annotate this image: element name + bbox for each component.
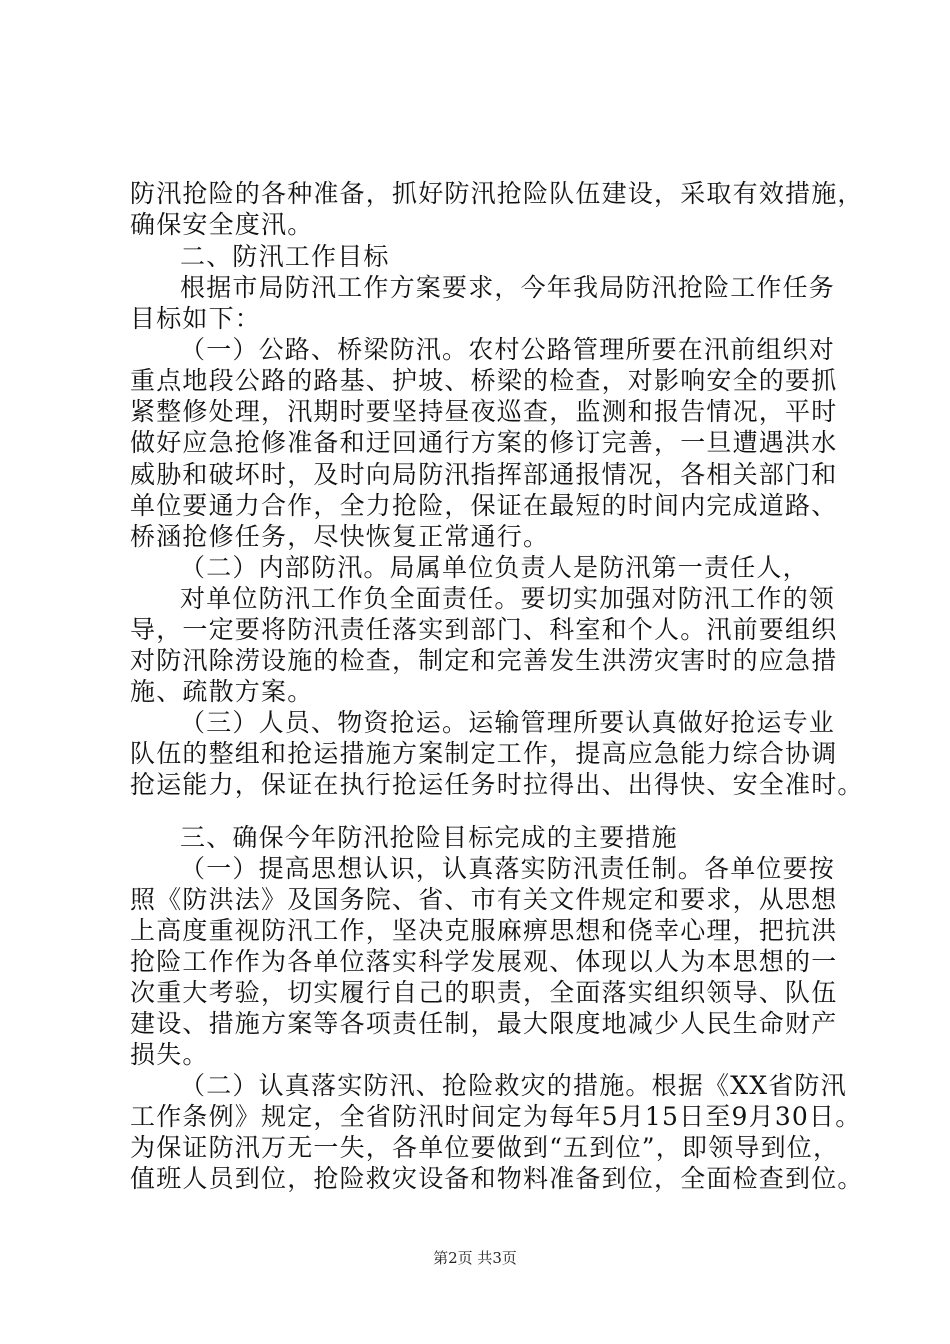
text-line: （一）公路、桥梁防汛。农村公路管理所要在汛前组织对 (180, 335, 836, 364)
text-line: 上高度重视防汛工作，坚决克服麻痹思想和侥幸心理，把抗洪 (130, 916, 838, 945)
text-line: （二）内部防汛。局属单位负责人是防汛第一责任人， (180, 553, 809, 582)
text-line: 损失。 (130, 1040, 209, 1069)
text-line: 威胁和破坏时，及时向局防汛指挥部通报情况，各相关部门和 (130, 460, 838, 489)
text-line: 做好应急抢修准备和迂回通行方案的修订完善，一旦遭遇洪水 (130, 428, 838, 457)
text-line: 根据市局防汛工作方案要求，今年我局防汛抢险工作任务 (180, 273, 836, 302)
text-line: 建设、措施方案等各项责任制，最大限度地减少人民生命财产 (130, 1009, 838, 1038)
section-heading: 三、确保今年防汛抢险目标完成的主要措施 (180, 823, 678, 852)
text-line: 队伍的整组和抢运措施方案制定工作，提高应急能力综合协调 (130, 739, 838, 768)
text-line: 防汛抢险的各种准备，抓好防汛抢险队伍建设，采取有效措施， (130, 179, 864, 208)
text-line: 值班人员到位，抢险救灾设备和物料准备到位，全面检查到位。 (130, 1164, 864, 1193)
text-line: （二）认真落实防汛、抢险救灾的措施。根据《XX省防汛 (180, 1071, 847, 1100)
text-line: 重点地段公路的路基、护坡、桥梁的检查，对影响安全的要抓 (130, 366, 838, 395)
text-line: 次重大考验，切实履行自己的职责，全面落实组织领导、队伍 (130, 978, 838, 1007)
text-line: 为保证防汛万无一失，各单位要做到“五到位”，即领导到位， (130, 1133, 840, 1162)
text-line: （三）人员、物资抢运。运输管理所要认真做好抢运专业 (180, 708, 836, 737)
text-line: 对防汛除涝设施的检查，制定和完善发生洪涝灾害时的应急措 (130, 646, 838, 675)
text-line: 确保安全度汛。 (130, 210, 314, 239)
text-line: （一）提高思想认识，认真落实防汛责任制。各单位要按 (180, 854, 836, 883)
text-line: 抢运能力，保证在执行抢运任务时拉得出、出得快、安全准时。 (130, 770, 864, 799)
text-line: 导，一定要将防汛责任落实到部门、科室和个人。汛前要组织 (130, 615, 838, 644)
text-line: 单位要通力合作，全力抢险，保证在最短的时间内完成道路、 (130, 491, 838, 520)
text-line: 施、疏散方案。 (130, 677, 314, 706)
text-line: 照《防洪法》及国务院、省、市有关文件规定和要求，从思想 (130, 885, 838, 914)
text-line: 对单位防汛工作负全面责任。要切实加强对防汛工作的领 (180, 584, 836, 613)
text-line: 紧整修处理，汛期时要坚持昼夜巡查，监测和报告情况，平时 (130, 397, 838, 426)
text-line: 抢险工作作为各单位落实科学发展观、体现以人为本思想的一 (130, 947, 838, 976)
text-line: 桥涵抢修任务，尽快恢复正常通行。 (130, 522, 550, 551)
page-number-footer: 第2页 共3页 (433, 1249, 517, 1267)
text-line: 工作条例》规定，全省防汛时间定为每年5月15日至9月30日。 (130, 1102, 862, 1131)
section-heading: 二、防汛工作目标 (180, 242, 390, 271)
text-line: 目标如下： (130, 304, 262, 333)
